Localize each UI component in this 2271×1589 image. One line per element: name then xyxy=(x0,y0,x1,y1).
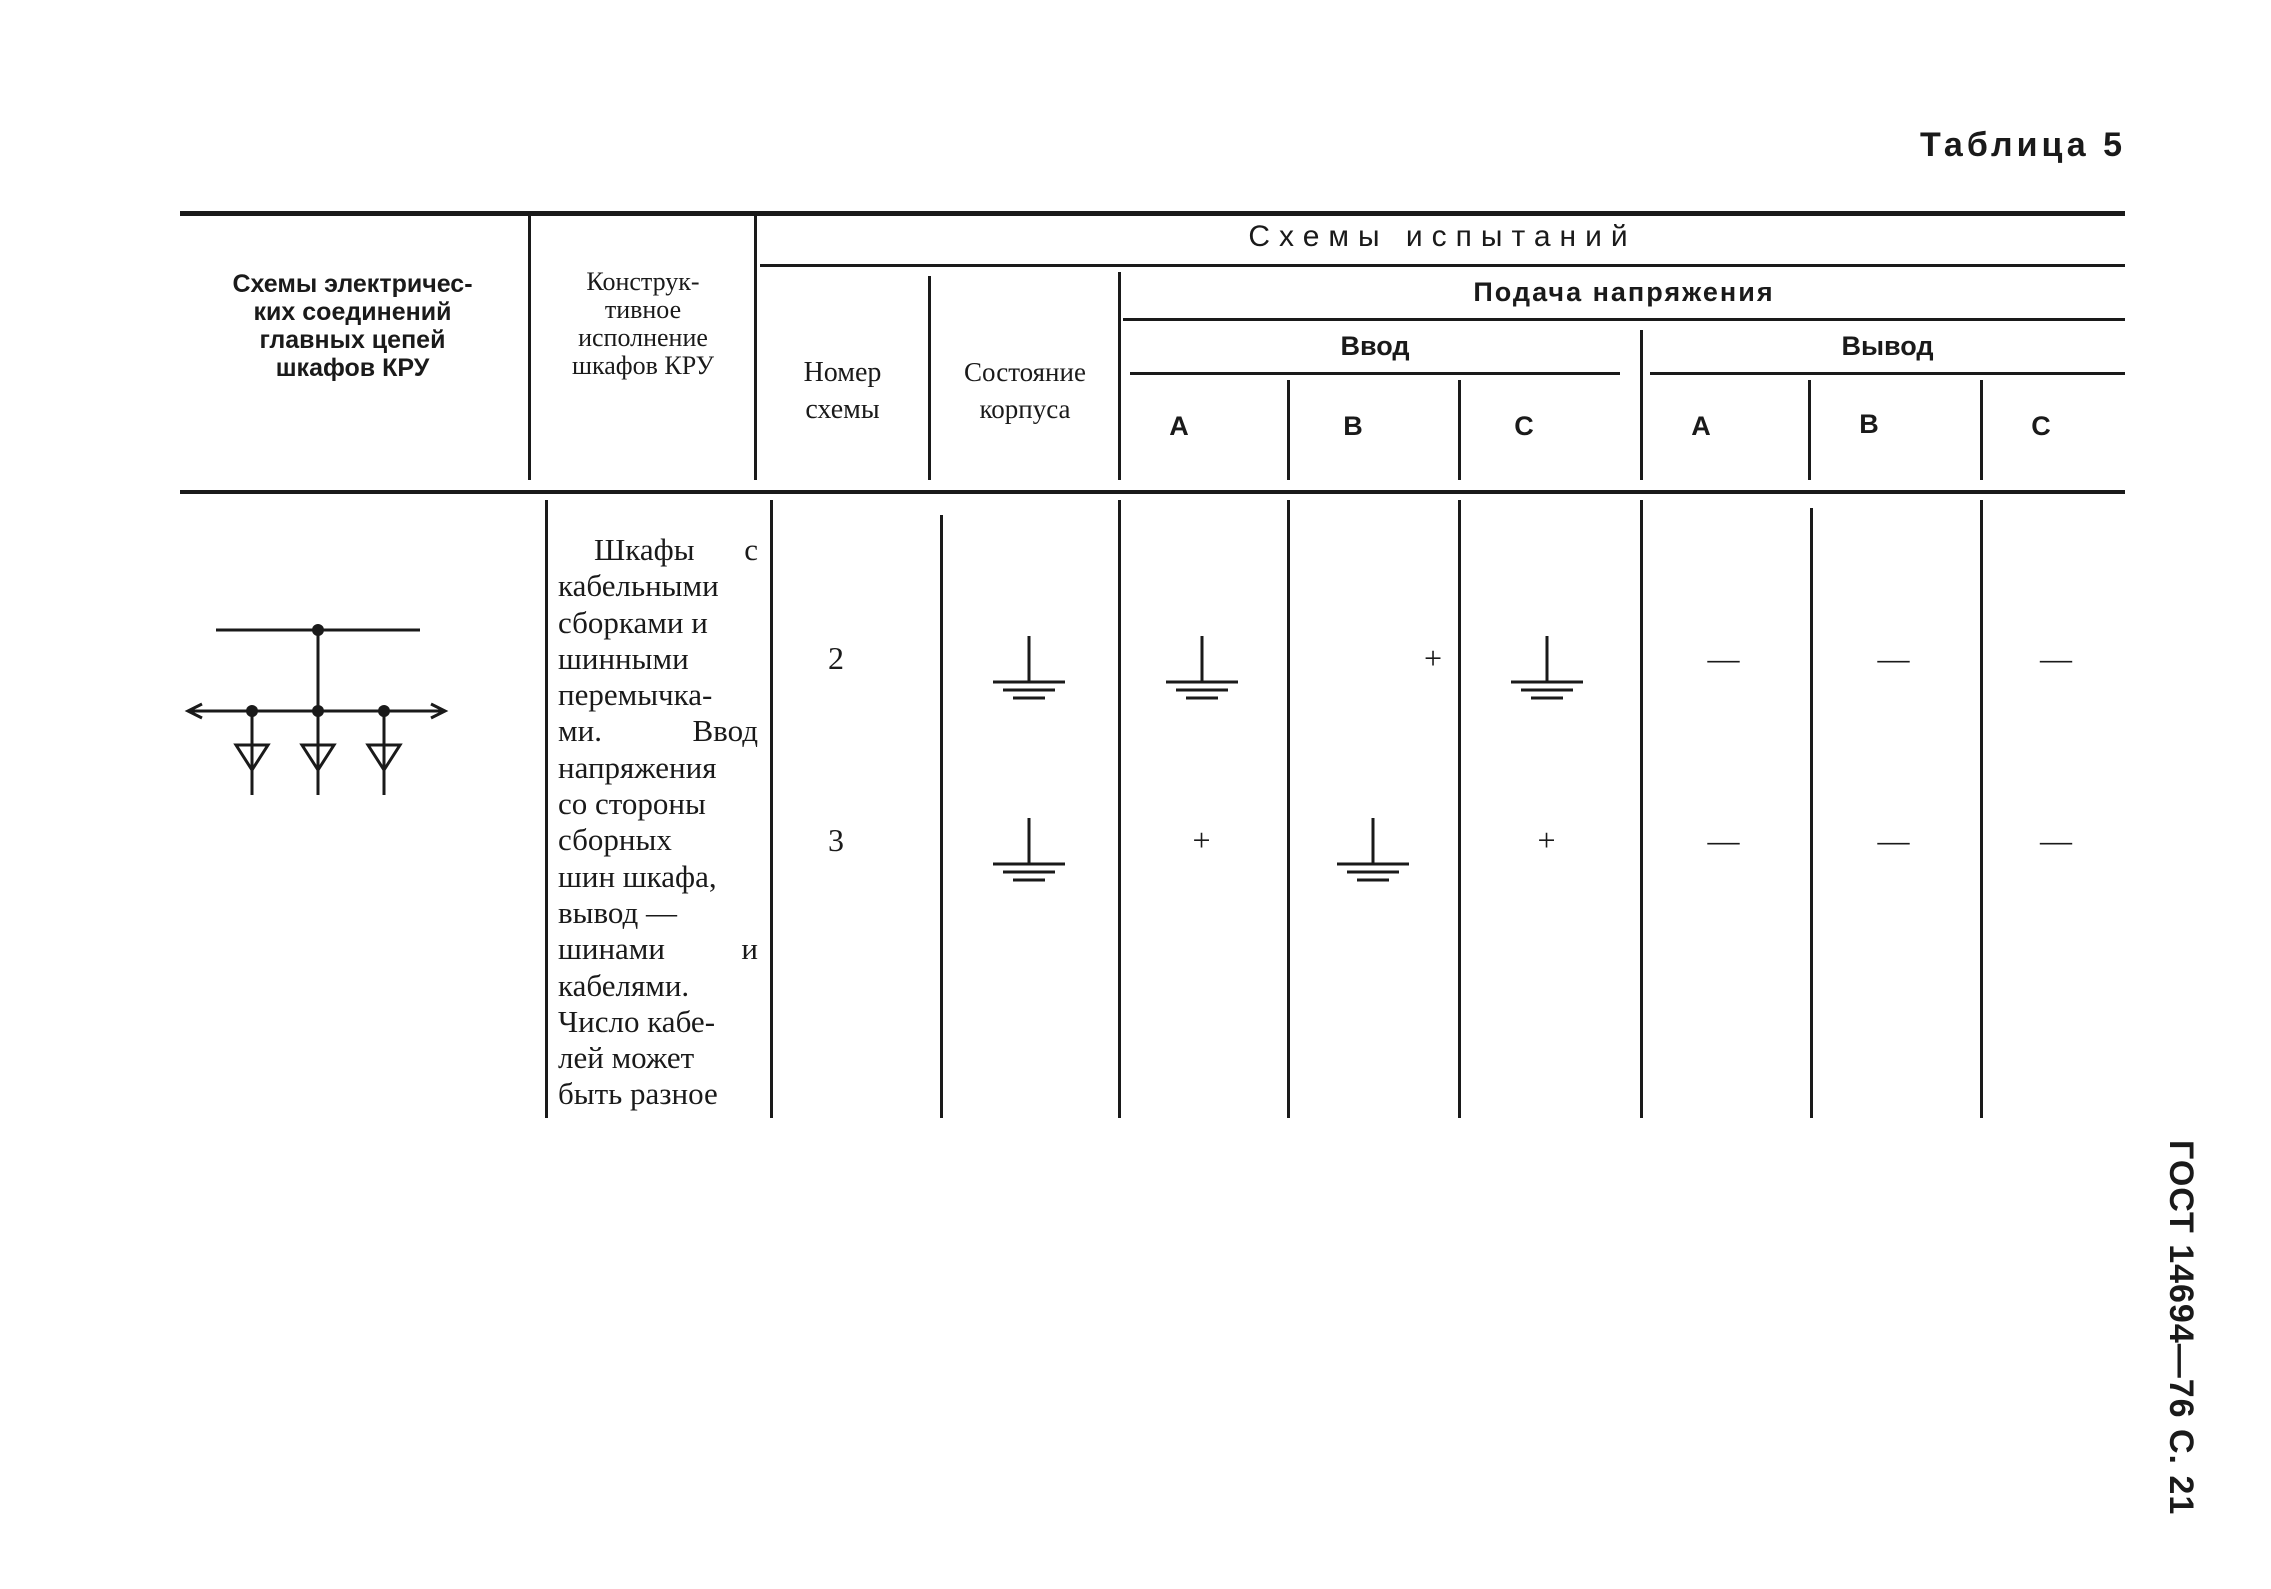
description-line: сборками и xyxy=(558,604,708,640)
header-body-state: Состояние корпуса xyxy=(964,357,1086,424)
vline-h-4 xyxy=(1118,272,1121,480)
vline-h-2 xyxy=(754,216,757,480)
description-line: кабельными xyxy=(558,568,719,604)
ground-icon xyxy=(946,818,1111,896)
header-voltage-supply: Подача напряжения xyxy=(1473,277,1775,307)
description-line: перемычка- xyxy=(558,677,713,713)
description-line: сборных xyxy=(558,822,672,858)
cell-number: 3 xyxy=(828,822,844,858)
cell-input-a: + xyxy=(1192,822,1211,858)
running-title: ГОСТ 14694—76 С. 21 xyxy=(2162,1140,2200,1516)
vline-h-7 xyxy=(1640,330,1643,480)
ground-icon xyxy=(1293,818,1453,896)
description-line: шинами и xyxy=(558,931,758,967)
vline-b-2 xyxy=(770,500,773,1118)
description-line: шинными xyxy=(558,640,689,676)
cell-output-b: — xyxy=(1877,640,1910,676)
description-line: лей может xyxy=(558,1040,695,1076)
construction-description xyxy=(558,532,758,1113)
cell-output-a: — xyxy=(1707,640,1740,676)
circuit-diagram xyxy=(180,610,480,810)
rule-under-output xyxy=(1650,372,2125,375)
vline-b-8 xyxy=(1810,508,1813,1118)
description-line: кабелями. xyxy=(558,967,690,1003)
header-scheme-number: Номер схемы xyxy=(803,357,882,425)
header-input-c: С xyxy=(1514,411,1534,441)
description-line: быть разное xyxy=(558,1076,718,1112)
header-input-b: В xyxy=(1343,411,1363,441)
vline-h-8 xyxy=(1808,380,1811,480)
header-output-a: А xyxy=(1691,411,1711,441)
header-input-a: А xyxy=(1169,411,1189,441)
description-line: со стороны xyxy=(558,786,706,822)
ground-icon xyxy=(1464,636,1629,714)
description-line: вывод — xyxy=(558,894,678,930)
header-test-schemes: Схемы испытаний xyxy=(1248,220,1637,253)
header-construction-column: Конструк- тивное исполнение шкафов КРУ xyxy=(572,267,714,380)
table-label: Таблица 5 xyxy=(1920,126,2127,164)
header-output-c: С xyxy=(2031,411,2051,441)
description-line: Число кабе- xyxy=(558,1003,716,1039)
header-input: Ввод xyxy=(1340,331,1410,361)
vline-b-4 xyxy=(1118,500,1121,1118)
header-output-b: В xyxy=(1859,409,1879,439)
ground-icon xyxy=(946,636,1111,714)
rule-under-voltage-supply xyxy=(1123,318,2125,321)
table-top-rule xyxy=(180,211,2125,216)
cell-output-a: — xyxy=(1707,822,1740,858)
header-scheme-column: Схемы электричес- ких соединений главных цепей шкафов КРУ xyxy=(232,270,473,382)
rule-under-input xyxy=(1130,372,1620,375)
vline-b-3 xyxy=(940,515,943,1118)
header-bottom-rule xyxy=(180,490,2125,494)
vline-b-6 xyxy=(1458,500,1461,1118)
rule-under-test-schemes xyxy=(760,264,2125,267)
vline-b-5 xyxy=(1287,500,1290,1118)
vline-h-9 xyxy=(1980,380,1983,480)
ground-icon xyxy=(1124,636,1279,714)
cell-output-b: — xyxy=(1877,822,1910,858)
vline-b-7 xyxy=(1640,500,1643,1118)
vline-h-1 xyxy=(528,216,531,480)
description-line: ми. Ввод xyxy=(558,713,758,749)
cell-input-b: + xyxy=(1423,640,1443,676)
vline-h-6 xyxy=(1458,380,1461,480)
cell-output-c: — xyxy=(2040,822,2072,858)
cell-input-c: + xyxy=(1537,822,1556,858)
cell-number: 2 xyxy=(828,640,844,676)
vline-b-1 xyxy=(545,500,548,1118)
description-line: шин шкафа, xyxy=(558,858,717,894)
cell-output-c: — xyxy=(2040,640,2072,676)
description-line: напряжения xyxy=(558,749,717,785)
vline-b-9 xyxy=(1980,500,1983,1118)
description-line: Шкафы с xyxy=(594,532,758,567)
header-output: Вывод xyxy=(1841,331,1934,361)
vline-h-5 xyxy=(1287,380,1290,480)
vline-h-3 xyxy=(928,276,931,480)
